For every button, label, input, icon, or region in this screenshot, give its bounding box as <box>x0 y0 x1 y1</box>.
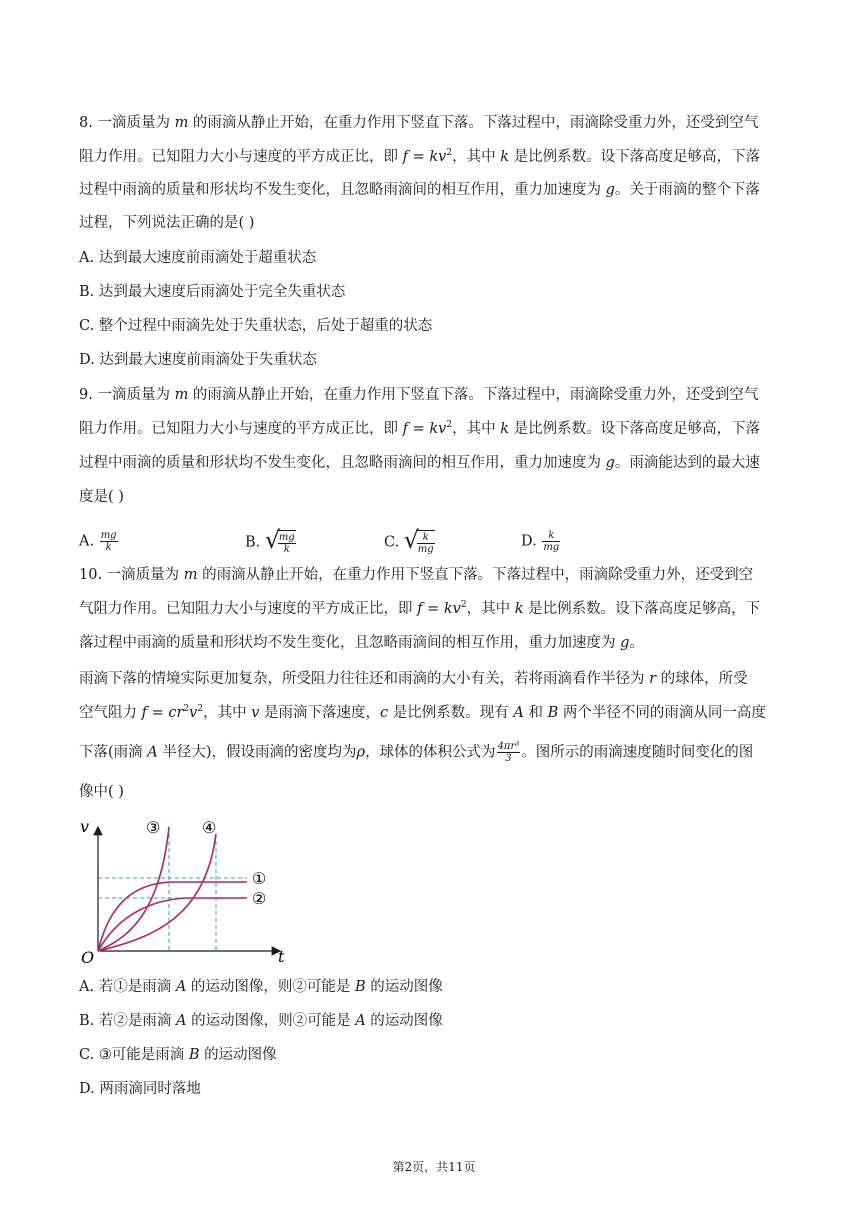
q10-option-d[interactable]: D. 两雨滴同时落地 <box>79 1081 201 1097</box>
q8-line-2: 阻力作用。已知阻力大小与速度的平方成正比，即 $f = kv^2$，其中 k 是比例系数。设下落高度足够高，下落 <box>79 148 761 165</box>
q8-line-4: 过程，下列说法正确的是( ) <box>79 215 255 231</box>
q8-line-3: 过程中雨滴的质量和形状均不发生变化，且忽略雨滴间的相互作用，重力加速度为 g。关于雨滴的整个下落 <box>79 182 760 198</box>
curve-3 <box>98 827 169 951</box>
q8-option-c[interactable]: C. 整个过程中雨滴先处于失重状态，后处于超重的状态 <box>79 318 433 334</box>
q10-line-3: 落过程中雨滴的质量和形状均不发生变化，且忽略雨滴间的相互作用，重力加速度为 g。 <box>79 635 644 651</box>
y-axis-label: v <box>80 817 90 836</box>
q9-line-2: 阻力作用。已知阻力大小与速度的平方成正比，即 $f = kv^2$，其中 k 是比例系数。设下落高度足够高，下落 <box>79 420 761 437</box>
page-footer: 第2页，共11页 <box>392 1160 476 1174</box>
q9-line-3: 过程中雨滴的质量和形状均不发生变化，且忽略雨滴间的相互作用，重力加速度为 g。雨滴能达到的最大速 <box>79 455 760 471</box>
q10-line-2: 气阻力作用。已知阻力大小与速度的平方成正比，即 $f = kv^2$，其中 k 是比例系数。设下落高度足够高，下 <box>79 600 761 617</box>
q8-option-b[interactable]: B. 达到最大速度后雨滴处于完全失重状态 <box>79 284 346 300</box>
q8-line-1: 8. 一滴质量为 m 的雨滴从静止开始，在重力作用下竖直下落。下落过程中，雨滴除受重力外，还受到空气 <box>79 115 759 131</box>
q10-option-b[interactable]: B. 若②是雨滴 A 的运动图像，则②可能是 A 的运动图像 <box>79 1013 443 1029</box>
q8-option-a[interactable]: A. 达到最大速度前雨滴处于超重状态 <box>79 250 317 266</box>
curve-label-4: ④ <box>202 818 217 837</box>
curve-label-1: ① <box>252 869 267 888</box>
q10-line-6: 下落(雨滴 A 半径大)，假设雨滴的密度均为ρ，球体的体积公式为 $\frac{\text{4πr³}}{3}$ 。图所示的雨滴速度随时间变化的图 <box>79 741 754 764</box>
q9-option-b[interactable]: B. √ $\frac{mg}{k}$ <box>245 526 295 555</box>
curve-1 <box>98 882 247 951</box>
curve-label-3: ③ <box>146 818 161 837</box>
q9-option-d[interactable]: D. $\frac{k}{mg}$ <box>521 530 560 553</box>
q10-line-1: 10. 一滴质量为 m 的雨滴从静止开始，在重力作用下竖直下落。下落过程中，雨滴除受重力外，还受到空 <box>79 567 754 583</box>
q8-option-d[interactable]: D. 达到最大速度前雨滴处于失重状态 <box>79 352 317 368</box>
q9-line-4: 度是( ) <box>79 489 124 505</box>
curve-2 <box>98 898 247 951</box>
q10-line-7: 像中( ) <box>79 784 124 800</box>
q10-line-4: 雨滴下落的情境实际更加复杂，所受阻力往往还和雨滴的大小有关，若将雨滴看作半径为 r 的球体，所受 <box>79 671 748 687</box>
q10-option-c[interactable]: C. ③可能是雨滴 B 的运动图像 <box>79 1047 277 1063</box>
x-axis-label: t <box>278 947 285 966</box>
origin-label: O <box>81 948 95 967</box>
q10-option-a[interactable]: A. 若①是雨滴 A 的运动图像，则②可能是 B 的运动图像 <box>79 979 443 995</box>
curve-label-2: ② <box>252 889 267 908</box>
q9-line-1: 9. 一滴质量为 m 的雨滴从静止开始，在重力作用下竖直下落。下落过程中，雨滴除受重力外，还受到空气 <box>79 387 759 403</box>
curve-4 <box>98 834 216 951</box>
q9-option-a[interactable]: A. $\frac{mg}{k}$ <box>79 530 117 553</box>
q9-option-c[interactable]: C. √ $\frac{k}{mg}$ <box>384 526 434 555</box>
q10-line-5: 空气阻力 $f = cr^2v^2$，其中 v 是雨滴下落速度，c 是比例系数。现有 A 和 B 两个半径不同的雨滴从同一高度 <box>79 704 766 721</box>
velocity-time-graph <box>75 812 295 967</box>
